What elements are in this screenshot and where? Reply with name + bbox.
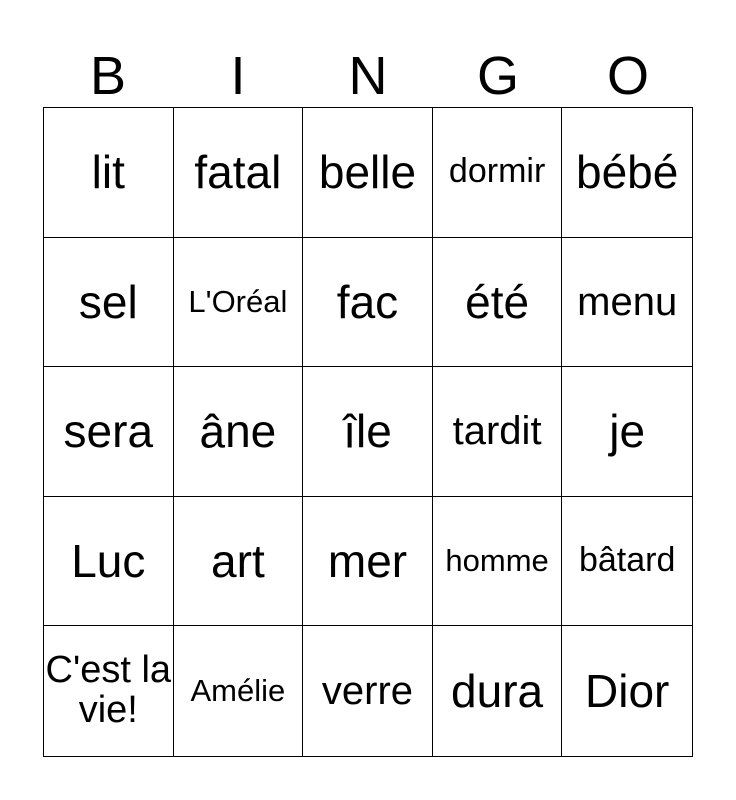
cell-word: lit [91, 146, 125, 199]
bingo-cell[interactable] [562, 108, 692, 238]
bingo-cell[interactable] [562, 497, 692, 627]
cell-word: fac [336, 275, 399, 328]
cell-word: C'est la vie! [45, 649, 172, 732]
header-letter-i: I [230, 46, 246, 106]
bingo-cell[interactable] [433, 497, 563, 627]
bingo-cell[interactable] [44, 626, 174, 756]
bingo-cell[interactable] [44, 238, 174, 368]
cell-word: fatal [194, 146, 282, 199]
bingo-cell[interactable] [44, 367, 174, 497]
cell-word: Dior [585, 665, 670, 718]
bingo-cell[interactable] [433, 626, 563, 756]
bingo-cell[interactable] [44, 108, 174, 238]
bingo-cell[interactable] [303, 238, 433, 368]
cell-word: je [609, 405, 646, 458]
bingo-cell[interactable] [44, 497, 174, 627]
cell-word: dura [451, 665, 544, 718]
bingo-cell[interactable] [433, 367, 563, 497]
bingo-cell[interactable] [433, 108, 563, 238]
cell-word: île [343, 405, 392, 458]
bingo-header [43, 44, 693, 108]
cell-word: bâtard [578, 541, 676, 580]
bingo-cell[interactable] [303, 626, 433, 756]
bingo-board [43, 107, 693, 757]
cell-word: Amélie [190, 672, 286, 708]
bingo-cell[interactable] [303, 497, 433, 627]
header-letter-g: G [476, 46, 519, 106]
bingo-cell[interactable] [174, 367, 304, 497]
bingo-cell[interactable] [562, 238, 692, 368]
cell-word: Luc [71, 534, 146, 587]
header-letter-o: O [606, 46, 649, 106]
bingo-cell[interactable] [562, 367, 692, 497]
cell-word: belle [318, 146, 417, 199]
cell-word: menu [577, 279, 678, 324]
bingo-cell[interactable] [174, 497, 304, 627]
cell-word: âne [199, 405, 277, 458]
cell-word: tardit [452, 409, 542, 454]
cell-word: mer [327, 534, 408, 587]
cell-word: verre [321, 669, 414, 714]
cell-word: bébé [576, 146, 679, 199]
cell-word: L'Oréal [188, 283, 288, 319]
cell-word: sel [78, 275, 138, 328]
bingo-cell[interactable] [303, 108, 433, 238]
bingo-cell[interactable] [174, 108, 304, 238]
bingo-cell[interactable] [562, 626, 692, 756]
bingo-cell[interactable] [433, 238, 563, 368]
cell-word: dormir [448, 152, 546, 191]
cell-word: été [465, 275, 530, 328]
header-letter-b: B [89, 46, 127, 106]
cell-word: sera [63, 405, 154, 458]
bingo-cell[interactable] [174, 238, 304, 368]
cell-word: art [211, 534, 265, 587]
bingo-cell[interactable] [303, 367, 433, 497]
header-letter-n: N [348, 46, 388, 106]
bingo-cell[interactable] [174, 626, 304, 756]
cell-word: homme [445, 542, 549, 578]
